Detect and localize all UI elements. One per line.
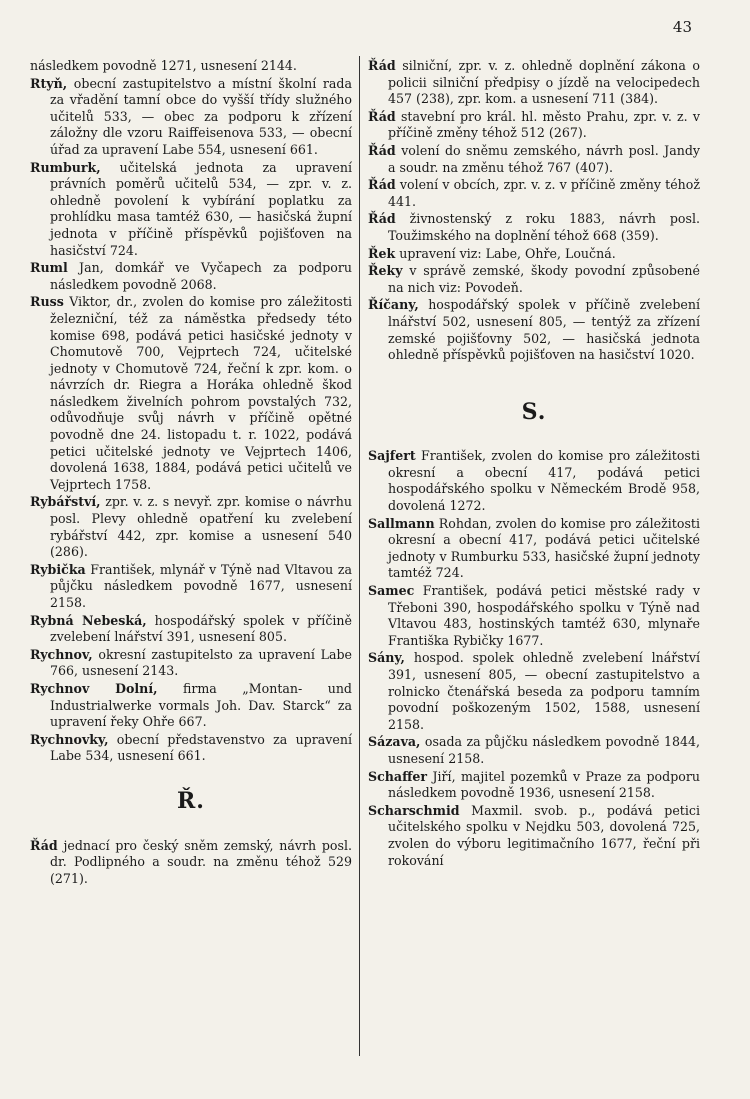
entry-text: hospod. spolek ohledně zvelebení lnářství 391, usnesení 805, — obecní zastupitelstvo a rolnicko čtenářská beseda za podporu tamním povodní poškozeným 1502, 1588, usnesení 2158. <box>388 650 700 732</box>
entry-text: volení do sněmu zemského, návrh posl. Jandy a soudr. na změnu téhož 767 (407). <box>388 142 700 175</box>
entry-headword: Rychnovky, <box>30 731 109 747</box>
entry-headword: Schaffer <box>368 768 428 784</box>
entry-headword: Sány, <box>368 650 405 666</box>
entry-headword: Scharschmid <box>368 802 460 818</box>
index-entry <box>30 647 352 680</box>
left-entry-list <box>30 58 352 765</box>
entry-headword: Řeky <box>368 263 403 279</box>
index-entry <box>368 177 700 210</box>
entry-text: František, zvolen do komise pro záležitosti okresní a obecní 417, podává petici hospodářského spolku v Německém Brodě 958, dovolená 1272. <box>388 448 700 514</box>
right-entry-list-s <box>368 448 700 869</box>
index-entry <box>368 246 700 263</box>
entry-text: František, mlynář v Týně nad Vltavou za půjčku následkem povodně 1677, usnesení 2158. <box>50 561 352 610</box>
index-entry <box>30 681 352 731</box>
entry-text: obecní zastupitelstvo a místní školní rada za vřadění tamní obce do vyšší třídy služného učitelů 533, — obec za podporu k zřízení záložny dle vzoru Raiffeisenova 533, — obecní úřad za upravení Labe 554, usnesení 661. <box>50 75 352 157</box>
entry-headword: Řád <box>368 177 396 193</box>
index-entry <box>368 650 700 733</box>
entry-headword: Sallmann <box>368 515 435 531</box>
entry-text: Jiří, majitel pozemků v Praze za podporu následkem povodně 1936, usnesení 2158. <box>388 768 700 801</box>
right-column <box>368 58 700 870</box>
section-heading-r: Ř. <box>177 787 205 814</box>
entry-headword: Rumburk, <box>30 159 101 175</box>
index-entry <box>368 448 700 514</box>
entry-text: Maxmil. svob. p., podává petici učitelského spolku v Nejdku 503, dovolená 725, zvolen do výboru legitimačního 1677, řeční při rokování <box>388 802 700 868</box>
entry-text: v správě zemské, škody povodní způsobené na nich viz: Povodeň. <box>388 263 700 295</box>
index-entry <box>368 58 700 108</box>
entry-headword: Rtyň, <box>30 75 68 91</box>
entry-headword: Rybářství, <box>30 494 101 510</box>
entry-headword: Rybička <box>30 561 86 577</box>
entry-headword: Říčany, <box>368 297 419 313</box>
entry-text: Rohdan, zvolen do komise pro záležitosti okresní a obecní 417, podává petici učitelské jednoty v Rumburku 533, hasičské župní jednoty tamtéž 724. <box>388 515 700 581</box>
index-entry <box>30 732 352 765</box>
right-entry-list <box>368 58 700 364</box>
entry-headword: Sázava, <box>368 734 421 750</box>
index-entry <box>30 160 352 260</box>
index-entry <box>368 803 700 869</box>
index-entry <box>30 494 352 560</box>
index-entry <box>368 211 700 244</box>
entry-text: jednací pro český sněm zemský, návrh posl. dr. Podlipného a soudr. na změnu téhož 529 (271). <box>50 837 352 886</box>
left-column <box>30 58 352 888</box>
index-entry <box>30 613 352 646</box>
entry-headword: Samec <box>368 583 415 599</box>
index-entry <box>368 109 700 142</box>
entry-text: František, podává petici městské rady v Třeboni 390, hospodářského spolku v Týně nad Vltavou 483, hostinských tamtéž 630, mlynaře Františka Rybičky 1677. <box>388 583 700 648</box>
section-heading-s: S. <box>521 398 547 425</box>
entry-text: okresní zastupitelsto za upravení Labe 766, usnesení 2143. <box>50 646 352 679</box>
entry-text: firma „Montan- und Industrialwerke vormals Joh. Dav. Starck“ za upravení řeky Ohře 667. <box>50 680 352 730</box>
entry-text: učitelská jednota za upravení právních poměrů učitelů 534, — zpr. v. z. ohledně povolení k vybírání poplatku za prohlídku masa tamtéž 630, — hasičská župní jednota v příčině příspěvků pojišťoven na hasičství 724. <box>50 159 352 258</box>
entry-headword: Řád <box>30 837 58 853</box>
column-divider <box>359 56 360 1056</box>
index-entry <box>368 734 700 767</box>
entry-text: osada za půjčku následkem povodně 1844, usnesení 2158. <box>388 734 700 766</box>
index-entry <box>30 58 352 75</box>
entry-text: upravení viz: Labe, Ohře, Loučná. <box>399 245 616 261</box>
entry-headword: Řád <box>368 58 396 73</box>
index-entry <box>368 297 700 363</box>
entry-headword: Řád <box>368 142 396 158</box>
entry-headword: Ruml <box>30 260 68 276</box>
entry-text: silniční, zpr. v. z. ohledně doplnění zákona o policii silniční předpisy o jízdě na velocipedech 457 (238), zpr. kom. a usnesení 711 (384). <box>388 58 701 107</box>
index-entry <box>30 76 352 159</box>
index-entry <box>368 516 700 582</box>
entry-text: zpr. v. z. s nevyř. zpr. komise o návrhu posl. Plevy ohledně opatření ku zvelebení rybářství 442, zpr. komise a usnesení 540 (286). <box>50 494 352 560</box>
entry-headword: Řád <box>368 211 396 227</box>
page-number: 43 <box>672 18 692 36</box>
entry-text: Viktor, dr., zvolen do komise pro záležitosti železniční, též za náměstka předsedy této komise 698, podává petici hasičské jednoty v Chomutově 700, Vejprtech 724, učitelské jednoty v Chomutově 724, řeční k zpr. kom. o návrzích dr. Riegra a Horáka ohledně škod následkem živelních pohrom povstalých 732, odůvodňuje svůj návrh v příčině opětné povodně dne 24. listopadu t. r. 1022, podává petici učitelské jednoty ve Vejprtech 1406, dovolená 1638, 1884, podává petici učitelů ve Vejprtech 1758. <box>50 294 352 492</box>
index-entry <box>368 143 700 176</box>
index-entry <box>30 838 352 888</box>
index-entry <box>368 583 700 649</box>
entry-text: Jan, domkář ve Vyčapech za podporu následkem povodně 2068. <box>50 260 352 292</box>
index-entry <box>30 294 352 493</box>
entry-headword: Sajfert <box>368 448 416 464</box>
entry-headword: Russ <box>30 294 64 310</box>
entry-text: živnostenský z roku 1883, návrh posl. Toužimského na doplnění téhož 668 (359). <box>388 211 700 243</box>
entry-headword: Rychnov, <box>30 646 93 662</box>
entry-text: stavební pro král. hl. město Prahu, zpr. v. z. v příčině změny téhož 512 (267). <box>388 108 700 141</box>
left-entry-list-r <box>30 838 352 888</box>
entry-headword: Rybná Nebeská, <box>30 612 147 628</box>
entry-text: hospodářský spolek v příčině zvelebení lnářství 502, usnesení 805, — tentýž za zřízení zemské pojišťovny 502, — hasičská jednota ohledně příspěvků pojišťoven na hasičství 1020. <box>388 297 700 363</box>
index-entry <box>30 260 352 293</box>
entry-headword: Rychnov Dolní, <box>30 680 158 696</box>
index-entry <box>30 562 352 612</box>
entry-headword: Řád <box>368 108 396 124</box>
entry-headword: Řek <box>368 245 396 261</box>
entry-text: následkem povodně 1271, usnesení 2144. <box>30 58 297 73</box>
entry-text: hospodářský spolek v příčině zvelebení lnářství 391, usnesení 805. <box>50 612 352 645</box>
index-entry <box>368 769 700 802</box>
entry-text: volení v obcích, zpr. v. z. v příčině změny téhož 441. <box>388 177 700 209</box>
index-entry <box>368 263 700 296</box>
entry-text: obecní představenstvo za upravení Labe 534, usnesení 661. <box>50 731 352 764</box>
